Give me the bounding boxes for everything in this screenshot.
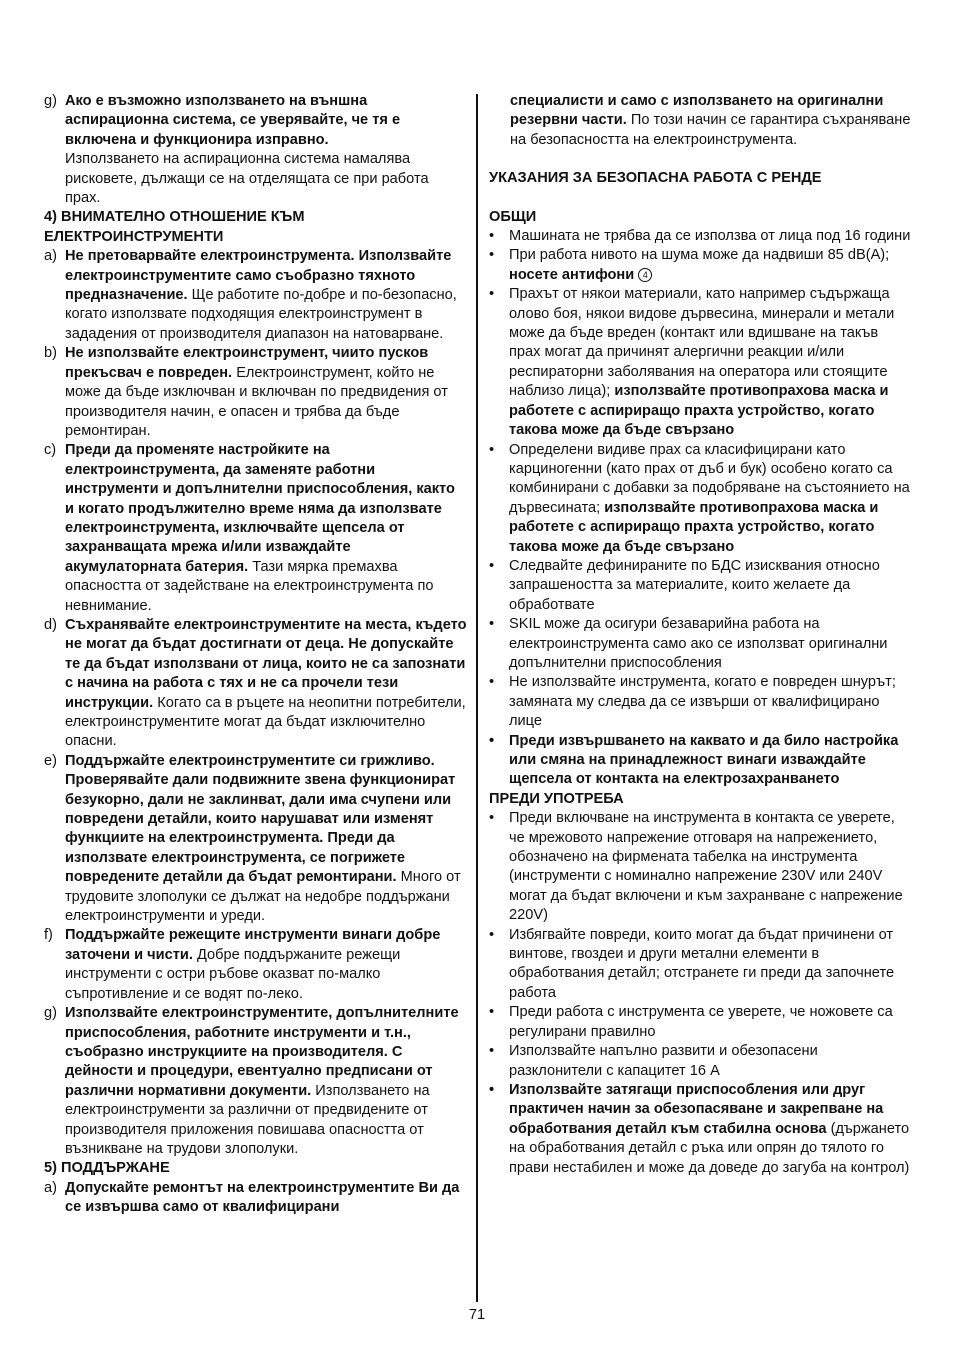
item-marker: d): [44, 616, 57, 633]
rule-bold-text: Не претоварвайте електроинструмента. Използвайте електроинструментите само съобразно тяхното предназначение.: [65, 248, 452, 304]
bullet-marker: •: [489, 228, 495, 245]
bullet-marker: •: [489, 732, 495, 749]
bullet-text: Избягвайте повреди, които могат да бъдат причинени от винтове, гвоздеи и други метални елементи в обработвания детайл; отстранете ги преди да започнете работа: [509, 926, 895, 1001]
bullet-item: [489, 1042, 911, 1081]
rule-bold-text: Преди да променяте настройките на електроинструмента, да заменяте работни инструменти и допълнителни приспособления, както и когато продължително време няма да използвате електроинструмента, изключвайте щепсела от захранващата мрежа и/или изваждайте акумулаторната батерия.: [65, 442, 455, 575]
rule-bold-text: Не използвайте електроинструмент, чиито пусков прекъсвач е повреден.: [65, 345, 429, 381]
bullet-item: [489, 441, 911, 557]
bullet-item: [489, 285, 911, 440]
rule-text: Тази мярка премахва опасността от задействане на електроинструмента по невнимание.: [65, 558, 434, 614]
bullet-item: [489, 1003, 911, 1042]
bullet-item: [489, 557, 911, 615]
bullet-marker: •: [489, 1043, 495, 1060]
rule-a-service: [44, 1179, 467, 1218]
bullet-marker: •: [489, 616, 495, 633]
rule-bold-text: Поддържайте електроинструментите си грижливо. Проверявайте дали подвижните звена функционират безукорно, дали не заклинват, дали има счупени или повредени детайли, които нарушават или изменят функциите на електроинструмента. Преди да използвате електроинструмента, се погрижете повредените детайли да бъдат ремонтирани.: [65, 752, 456, 886]
bullet-item: [489, 227, 911, 246]
item-marker: g): [44, 93, 57, 109]
item-marker: e): [44, 752, 57, 769]
rule-f-sharp-tools: [44, 926, 467, 1004]
rule-bold-text: Съхранявайте електроинструментите на места, където не могат да бъдат достигнати от деца. Не допускайте те да бъдат използвани от лица, които не са запознати с начина на работа с тях и не са прочели тези инструкции.: [65, 616, 467, 711]
rule-bold-text: Допускайте ремонтът на електроинструментите Ви да се извършва само от квалифицирани: [65, 1179, 460, 1216]
left-column: [44, 92, 467, 1218]
bullet-bold-text: Преди извършването на каквато и да било настройка или смяна на принадлежност винаги изваждайте щепсела от контакта на електрозахранването: [509, 732, 899, 788]
bullet-text: SKIL може да осигури безаварийна работа на електроинструмента само ако се използват оригинални допълнителни приспособления: [509, 616, 888, 671]
rule-bold-text: Използвайте електроинструментите, допълнителните приспособления, работните инструменти и т.н., съобразно инструкциите на производителя. С дейности и процедури, евентуално предписани от различни нормативни документи.: [65, 1005, 459, 1099]
bullet-text: Преди работа с инструмента се уверете, че ножовете са регулирани правилно: [509, 1004, 893, 1040]
bullet-marker: •: [489, 1081, 495, 1098]
bullet-marker: •: [489, 286, 495, 303]
bullet-marker: •: [489, 810, 495, 827]
bullet-bold-text: използвайте противопрахова маска и работете с аспириращо прахта устройство, когато такова може да бъде свързано: [509, 499, 879, 555]
rule-e-maintenance: [44, 752, 467, 927]
section-heading-4-text: 4) ВНИМАТЕЛНО ОТНОШЕНИЕ КЪМ ЕЛЕКТРОИНСТРУМЕНТИ: [44, 209, 305, 245]
bullet-item: [489, 809, 911, 925]
item-marker: b): [44, 345, 57, 362]
bullet-marker: •: [489, 247, 495, 264]
bullet-text: При работа нивото на шума може да надвиши 85 dB(A);: [509, 247, 890, 264]
bullet-item: [489, 1081, 911, 1178]
bullet-text: Прахът от някои материали, като например съдържаща олово боя, някои видове дървесина, минерали и метали може да бъде вреден (контакт или вдишване на такъв прах могат да причинят алергични реакции и/или респираторни заболявания на оператора или стоящите наблизо лица);: [509, 286, 895, 400]
item-marker: a): [44, 1179, 57, 1196]
bullet-marker: •: [489, 441, 495, 458]
rule-a-service-continued: [489, 92, 911, 150]
bullet-text: Не използвайте инструмента, когато е повреден шнурът; замяната му следва да се извърши от квалифицирано лице: [509, 674, 896, 730]
rule-text: Използването на аспирационна система намалява рисковете, дължащи се на отделящата се при работа прах.: [65, 151, 429, 207]
bullet-text: Използвайте напълно развити и обезопасени разклонители с капацитет 16 A: [509, 1043, 818, 1079]
right-column: [489, 92, 911, 1178]
column-divider: [476, 94, 478, 1302]
rule-b-switch: [44, 344, 467, 441]
subsection-title-before-use: ПРЕДИ УПОТРЕБА: [489, 790, 624, 807]
rule-text: Използването на електроинструменти за различни от предвидените от производителя приложения повишава опасността от възникване на трудови злополуки.: [65, 1082, 430, 1157]
rule-bold-text: Поддържайте режещите инструменти винаги добре заточени и чисти.: [65, 927, 441, 963]
bullet-marker: •: [489, 557, 495, 574]
rule-text: Много от трудовите злополуки се дължат на недобре поддържани електроинструменти и уреди.: [65, 869, 461, 925]
bullet-item: [489, 615, 911, 673]
rule-text: Добре поддържаните режещи инструменти с остри ръбове оказват по-малко съпротивление и се водят по-леко.: [65, 946, 401, 1002]
bullet-bold-text: използвайте противопрахова маска и работете с аспириращо прахта устройство, когато такова може да бъде свързано: [509, 383, 889, 439]
bullet-item: [489, 246, 911, 285]
bullet-item: [489, 732, 911, 790]
bullet-text: (държането на обработвания детайл с ръка или опрян до тялото го прави нестабилен и може да доведе до загуба на контрол): [509, 1120, 910, 1176]
item-marker: f): [44, 927, 53, 944]
rule-text: Когато са в ръцете на неопитни потребители, електроинструментите могат да бъдат изключително опасни.: [65, 694, 466, 750]
bullet-text: Преди включване на инструмента в контакта се уверете, че мрежовото напрежение отговаря на напрежението, обозначено на фирмената табелка на инструмента (инструменти с номинално напрежение 230V или 240V могат да бъдат включени и към захранване с напрежение 220V): [509, 810, 903, 924]
rule-d-storage: [44, 616, 467, 752]
rule-g-instructions: [44, 1004, 467, 1159]
section-title-planer-safety: УКАЗАНИЯ ЗА БЕЗОПАСНА РАБОТА С РЕНДЕ: [489, 170, 822, 187]
bullet-text: Определени видиве прах са класифицирани като карциногенни (като прах от дъб и бук) особено когато са комбинирани с добавки за подобряване на състоянието на дървесината;: [509, 441, 910, 516]
item-marker: a): [44, 248, 57, 265]
section-heading-4: [44, 208, 467, 247]
bullet-item: [489, 673, 911, 731]
rule-text: Електроинструмент, който не може да бъде изключван и включван по предвидения от производителя начин, е опасен и трябва да бъде ремонтиран.: [65, 364, 448, 439]
rule-a-no-overload: [44, 247, 467, 344]
bullet-bold-text: носете антифони: [509, 266, 635, 283]
figure-reference-badge: 4: [638, 268, 652, 282]
bullet-text: Машината не трябва да се използва от лица под 16 години: [509, 228, 911, 245]
rule-g-dust-extraction: [44, 92, 467, 208]
bullet-item: [489, 926, 911, 1004]
rule-text: Ще работите по-добре и по-безопасно, когато използвате подходящия електроинструмент в зададения от производителя диапазон на натоварване.: [65, 287, 457, 342]
section-heading-5: 5) ПОДДЪРЖАНЕ: [44, 1160, 170, 1177]
spacer: [489, 150, 911, 169]
item-marker: c): [44, 442, 57, 459]
item-marker: g): [44, 1005, 57, 1022]
bullet-text: Следвайте дефинираните по БДС изисквания относно запрашеността за материалите, които желаете да обработвате: [509, 557, 880, 613]
bullet-marker: •: [489, 1004, 495, 1021]
bullet-bold-text: Използвайте затягащи приспособления или друг практичен начин за обезопасяване и закрепване на обработвания детайл към стабилна основа: [509, 1081, 884, 1137]
spacer: [489, 189, 911, 208]
rule-c-unplug: [44, 441, 467, 616]
page-number: 71: [468, 1307, 486, 1323]
subsection-title-general: ОБЩИ: [489, 208, 537, 225]
bullet-marker: •: [489, 926, 495, 943]
rule-bold-text: специалисти и само с използването на оригинални резервни части.: [510, 93, 884, 129]
bullet-marker: •: [489, 674, 495, 691]
rule-text: По този начин се гарантира съхраняване на безопасността на електроинструмента.: [510, 112, 911, 148]
rule-bold-text: Ако е възможно използването на външна аспирационна система, се уверявайте, че тя е включена и функционира изправно.: [65, 93, 401, 148]
